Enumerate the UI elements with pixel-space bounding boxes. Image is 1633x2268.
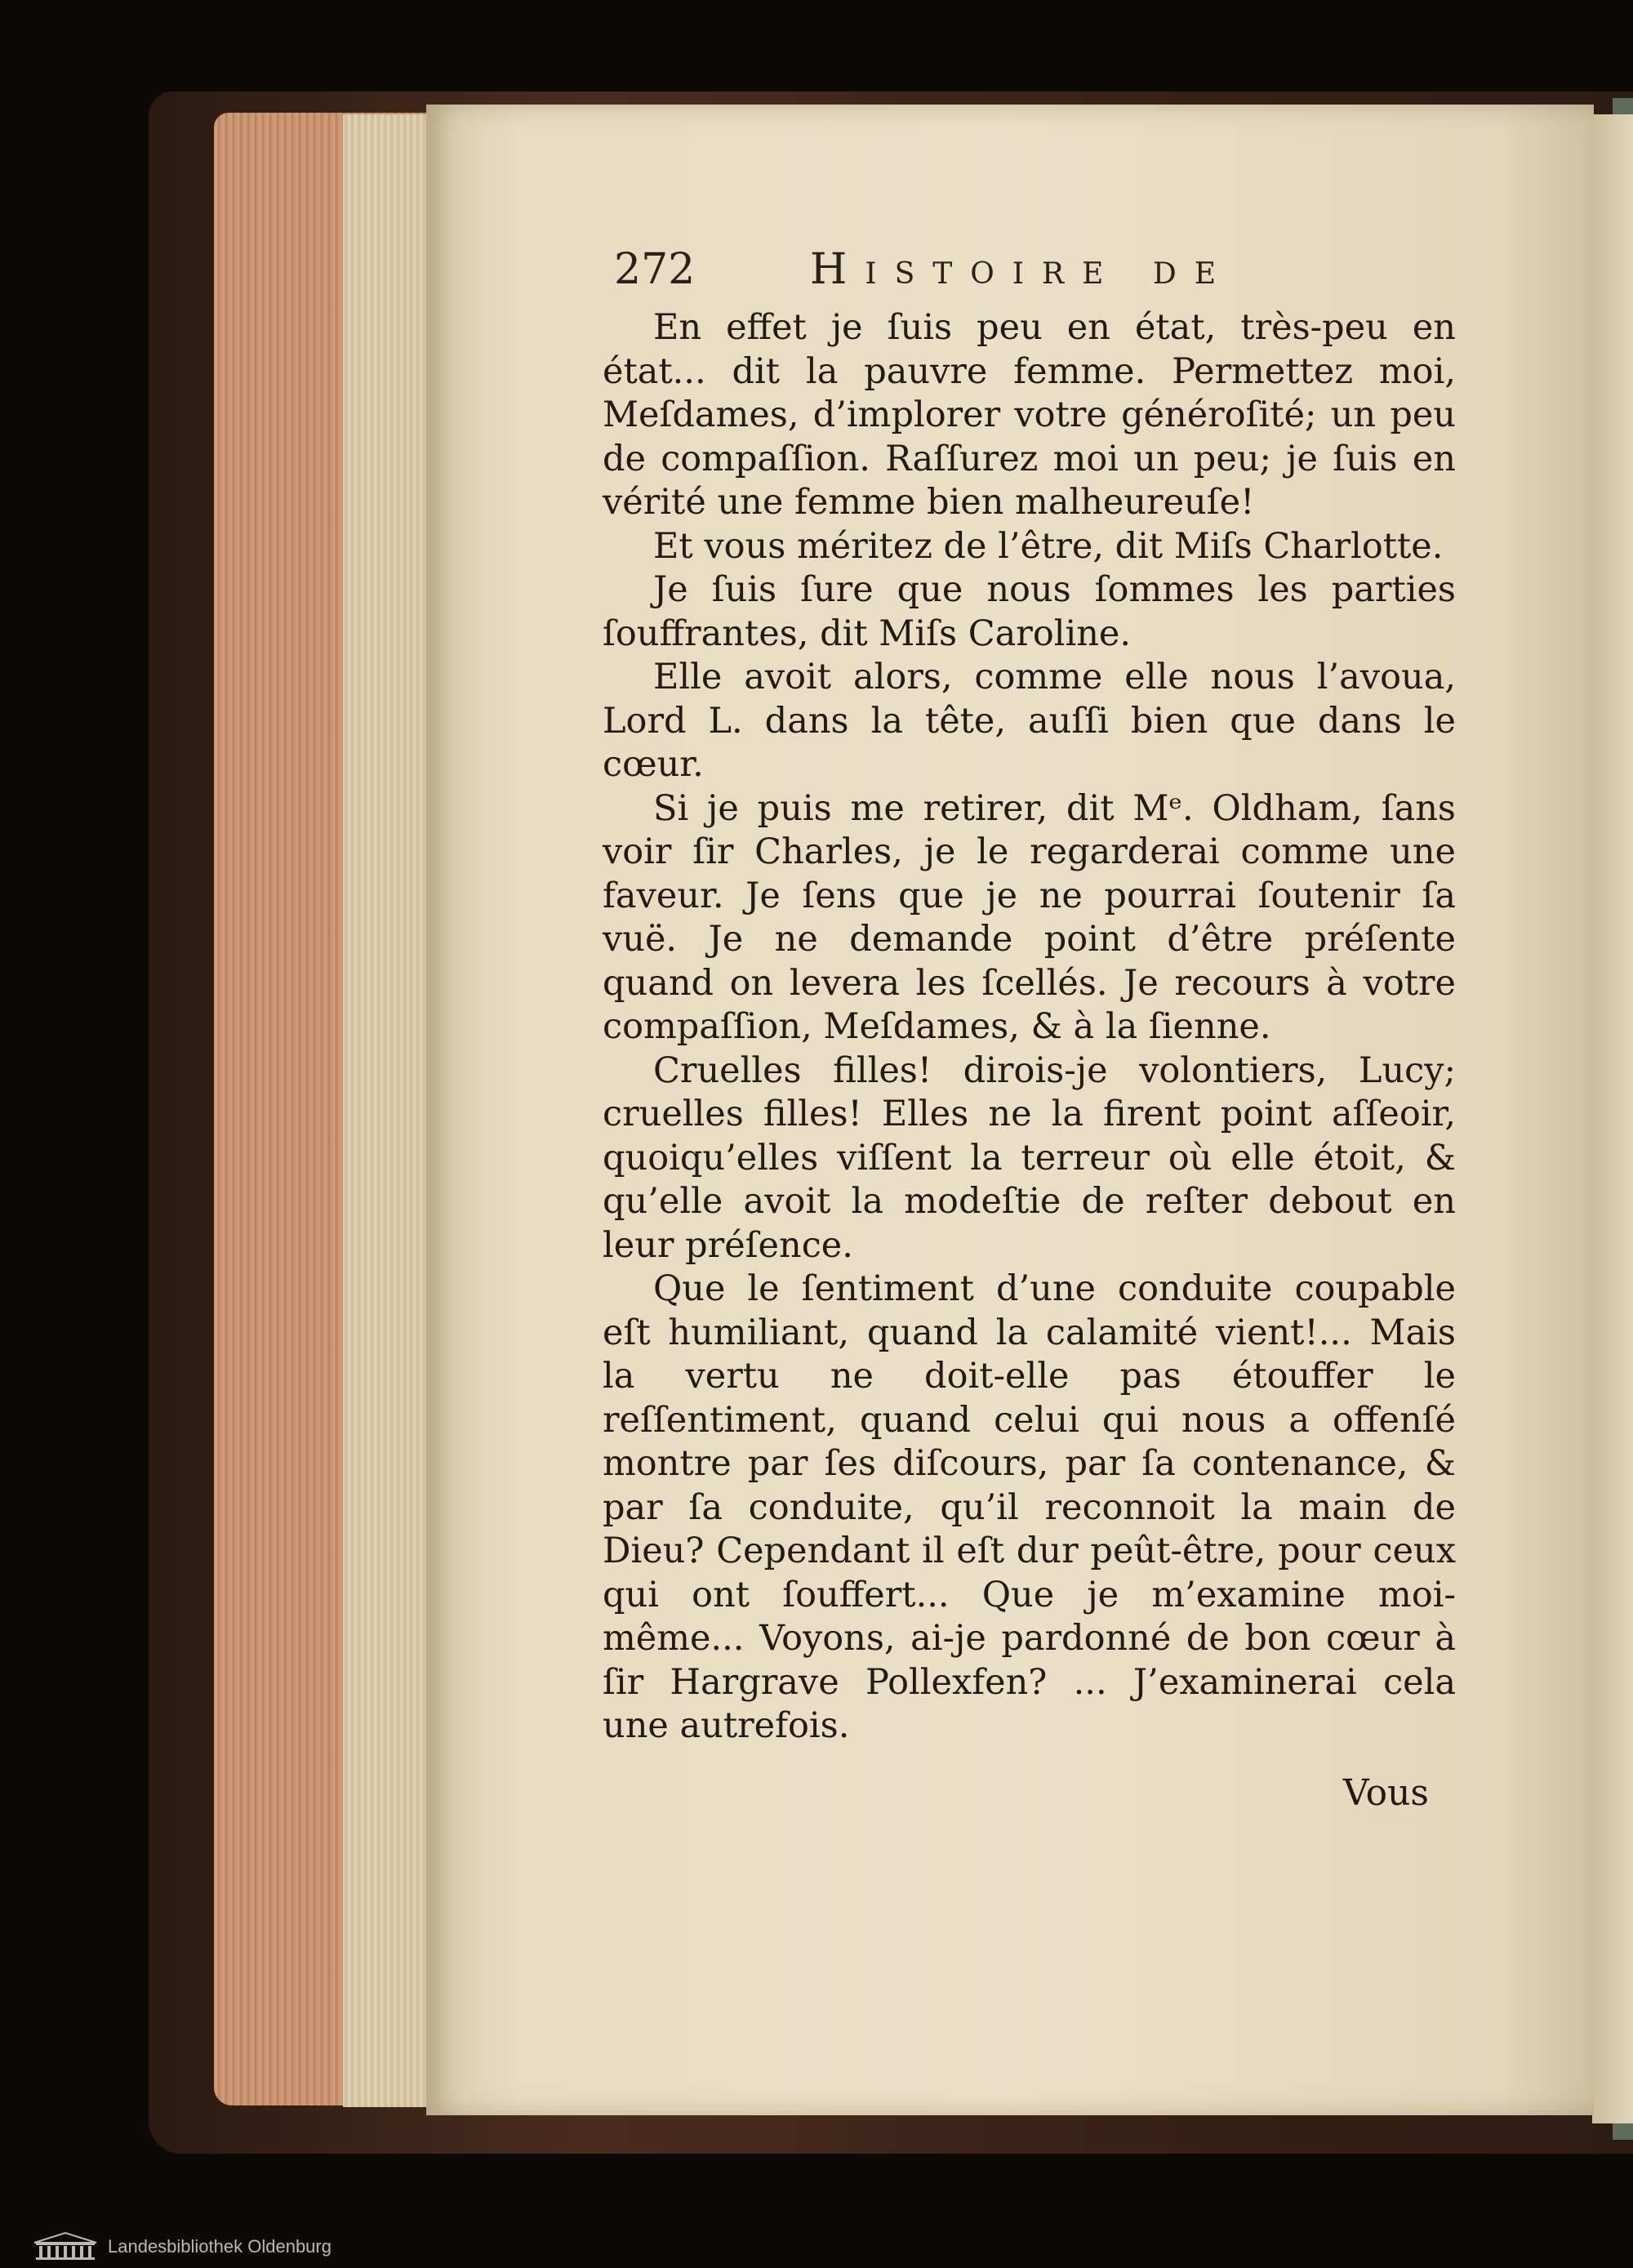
paragraph: Et vous méritez de l’être, dit Miſs Charlotte. bbox=[653, 525, 1444, 567]
library-name: Landesbibliothek Oldenburg bbox=[108, 2236, 331, 2257]
paragraph: Je ſuis ſure que nous ſommes les parties ſouffrantes, dit Miſs Caroline. bbox=[603, 569, 1456, 654]
catchword: Vous bbox=[1342, 1772, 1429, 1814]
paragraph: Si je puis me retirer, dit Mᵉ. Oldham, ſans voir ſir Charles, je le regarderai comme une faveur. Je ſens que je ne pourrai ſoutenir ſa vuë. Je ne demande point d’être préſente quand on levera les ſcellés. Je recours à votre compaſſion, Meſdames, & à la ſienne. bbox=[603, 787, 1456, 1047]
paragraph: Cruelles filles! dirois-je volontiers, Lucy; cruelles filles! Elles ne la firent point aſſeoir, quoiqu’elles viſſent la terreur où elle étoit, & qu’elle avoit la modeſtie de reſter debout en leur préſence. bbox=[603, 1049, 1456, 1266]
running-title: Histoire de bbox=[810, 245, 1235, 294]
page-number: 272 bbox=[614, 245, 696, 294]
paragraph: Elle avoit alors, comme elle nous l’avoua, Lord L. dans la tête, auſſi bien que dans le cœur. bbox=[603, 657, 1456, 785]
library-building-icon bbox=[33, 2231, 98, 2261]
facing-page-edge bbox=[1592, 114, 1633, 2123]
running-head bbox=[614, 245, 1447, 302]
page-edges bbox=[343, 114, 433, 2107]
body-text bbox=[603, 306, 1456, 1749]
paragraph: En effet je ſuis peu en état, très-peu en état... dit la pauvre femme. Permettez moi, Meſdames, d’implorer votre généroſité; un peu de compaſſion. Raſſurez moi un peu; je ſuis en vérité une femme bien malheureuſe! bbox=[603, 307, 1456, 523]
paragraph: Que le ſentiment d’une conduite coupable eſt humiliant, quand la calamité vient!... Mais la vertu ne doit-elle pas étouffer le reſſentiment, quand celui qui nous a offenſé montre par ſes diſcours, par ſa contenance, & par ſa conduite, qu’il reconnoit la main de Dieu? Cependant il eſt dur peût-être, pour ceux qui ont ſouffert... Que je m’examine moi-même... Voyons, ai-je pardonné de bon cœur à ſir Hargrave Pollexfen? ... J’examinerai cela une autrefois. bbox=[603, 1268, 1456, 1746]
